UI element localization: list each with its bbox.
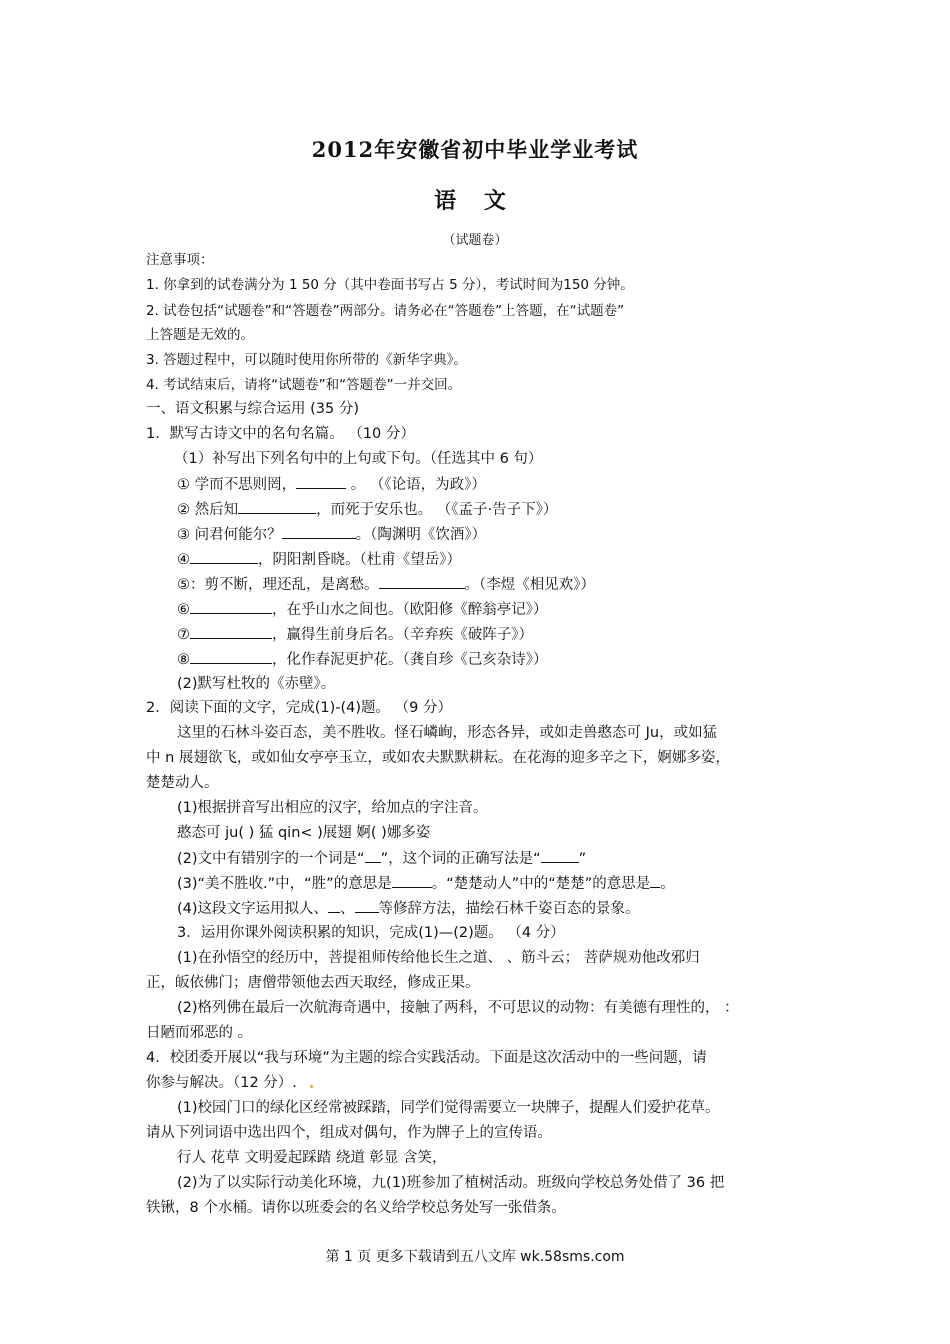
q2-sub1-items: 憨态可 ju( ) 猛 qin< )展翅 婀( )娜多姿: [177, 825, 431, 841]
q4-stem-b: 你参与解决。（12 分）.: [146, 1075, 297, 1091]
q3-sub2b: 日陋而邪恶的 。: [146, 1025, 253, 1041]
q1-a-text: ① 学而不思则罔，: [177, 477, 297, 493]
note-3: 3. 答题过程中，可以随时使用你所带的《新华字典》。: [146, 352, 467, 368]
answer-blank[interactable]: [392, 873, 432, 888]
paper-kind-label: （试题卷）: [442, 233, 508, 248]
answer-blank[interactable]: [296, 474, 346, 489]
q1-e-text: ⑤：剪不断，理还乱，是离愁。: [177, 577, 379, 593]
note-2a: 2. 试卷包括“试题卷”和“答题卷”两部分。请务必在“答题卷”上答题，在“试题卷”: [146, 303, 625, 319]
answer-blank[interactable]: [190, 649, 272, 664]
q2-s3-end: 。: [660, 876, 675, 892]
q1-b-source: ，而死于安乐也。 （《孟子·告子下》）: [316, 502, 558, 518]
q2-s4-text: (4)这段文字运用拟人、: [177, 901, 329, 917]
q1-c-source: 。（陶渊明《饮酒》）: [355, 527, 487, 543]
q3-stem: 3．运用你课外阅读积累的知识，完成(1)—(2)题。 （4 分）: [177, 925, 565, 941]
q1-f-text: ⑥: [177, 602, 190, 618]
answer-blank[interactable]: [355, 898, 379, 913]
q4-sub1b: 请从下列词语中选出四个，组成对偶句，作为牌子上的宣传语。: [146, 1125, 552, 1141]
q1-stem: 1．默写古诗文中的名句名篇。 （10 分）: [146, 426, 415, 442]
page-footer: 第 1 页 更多下载请到五八文库 wk.58sms.com: [325, 1249, 625, 1265]
q3-sub1b: 正，皈依佛门；唐僧带领他去西天取经，修成正果。: [146, 975, 480, 991]
q1-c-text: ③ 问君何能尔？: [177, 527, 282, 543]
q1-item-g: [177, 624, 533, 645]
q1-f-source: ，在乎山水之间也。（欧阳修《醉翁亭记》）: [272, 602, 548, 618]
q2-s4-end: 等修辞方法，描绘石林千姿百态的景象。: [378, 901, 640, 917]
answer-blank[interactable]: [379, 574, 465, 589]
q2-s2-end: ”: [578, 851, 587, 867]
q2-stem: 2．阅读下面的文字，完成(1)-(4)题。 （9 分）: [146, 700, 452, 716]
highlight-dot: [310, 1085, 313, 1088]
q2-s3-text: (3)“美不胜收.”中，“胜”的意思是: [177, 876, 392, 892]
q1-b-text: ② 然后知: [177, 502, 239, 518]
section-heading: 一、语文积累与综合运用 (35 分): [146, 401, 359, 417]
q1-item-d: [177, 549, 461, 570]
q2-s2-text: (2)文中有错别字的一个词是“: [177, 851, 365, 867]
q1-a-source: 。 （《论语，为政》）: [346, 477, 486, 493]
notes-heading: 注意事项：: [146, 252, 214, 268]
q2-passage-2: 中 n 展翅欲飞，或如仙女亭亭玉立，或如农夫默默耕耘。在花海的迎多辛之下，婀娜多姿，: [146, 750, 730, 766]
answer-blank[interactable]: [190, 624, 272, 639]
answer-blank[interactable]: [282, 524, 356, 539]
q4-sub1a: (1)校园门口的绿化区经常被踩踏，同学们觉得需要立一块牌子，提醒人们爱护花草。: [177, 1100, 720, 1116]
note-4: 4. 考试结束后，请将“试题卷”和“答题卷”一并交回。: [146, 377, 462, 393]
q1-item-c: [177, 524, 486, 545]
q1-sub2: (2)默写杜牧的《赤壁》。: [177, 676, 336, 692]
q1-g-source: ，赢得生前身后名。（辛弃疾《破阵子》）: [272, 627, 533, 643]
q1-d-text: ④: [177, 552, 190, 568]
q4-stem-a: 4．校团委开展以“我与环境”为主题的综合实践活动。下面是这次活动中的一些问题，请: [146, 1050, 707, 1066]
q1-item-h: [177, 649, 548, 670]
q3-sub2a: (2)格列佛在最后一次航海奇遇中，接触了两科，不可思议的动物：有美德有理性的， ：: [177, 1000, 739, 1016]
q2-sub2: [177, 848, 586, 869]
exam-title: 2012年安徽省初中毕业学业考试: [311, 137, 639, 162]
q4-sub2a: (2)为了以实际行动美化环境，九(1)班参加了植树活动。班级向学校总务处借了 36 把: [177, 1175, 725, 1191]
answer-blank[interactable]: [541, 848, 579, 863]
q2-s2-mid: ”，这个词的正确写法是“: [380, 851, 541, 867]
answer-blank[interactable]: [328, 898, 340, 913]
q4-sub2b: 铁锹，8 个水桶。请你以班委会的名义给学校总务处写一张借条。: [146, 1200, 566, 1216]
q1-h-source: ，化作春泥更护花。（龚自珍《己亥杂诗》）: [272, 652, 548, 668]
q2-sub1: (1)根据拼音写出相应的汉字，给加点的字注音。: [177, 800, 488, 816]
q1-h-text: ⑧: [177, 652, 190, 668]
answer-blank[interactable]: [365, 848, 381, 863]
q1-item-b: [177, 499, 557, 520]
answer-blank[interactable]: [190, 599, 272, 614]
q1-d-source: ，阴阳割昏晓。（杜甫《望岳》）: [258, 552, 461, 568]
q2-passage-3: 楚楚动人。: [146, 775, 219, 791]
q3-sub1a: (1)在孙悟空的经历中，菩提祖师传给他长生之道、 、筋斗云； 菩萨规劝他改邪归: [177, 950, 700, 966]
q2-s3-mid: 。“楚楚动人”中的“楚楚”的意思是: [431, 876, 651, 892]
q2-passage-1: 这里的石林斗姿百态，美不胜收。怪石嶙峋，形态各异，或如走兽憨态可 Ju，或如猛: [177, 725, 718, 741]
answer-blank[interactable]: [190, 549, 258, 564]
q2-sub4: [177, 898, 640, 919]
q1-item-e: [177, 574, 595, 595]
q1-sub1: （1）补写出下列名句中的上句或下句。（任选其中 6 句）: [174, 451, 543, 467]
note-1: 1. 你拿到的试卷满分为 1 50 分（其中卷面书写占 5 分），考试时间为150 分钟。: [146, 277, 634, 293]
subject-title: 语 文: [434, 188, 516, 214]
q2-sub3: [177, 873, 675, 894]
q1-g-text: ⑦: [177, 627, 190, 643]
q1-item-f: [177, 599, 548, 620]
answer-blank[interactable]: [650, 873, 660, 888]
q2-s4-mid: 、: [340, 901, 355, 917]
q1-e-source: 。（李煜《相见欢》）: [464, 577, 595, 593]
q1-item-a: [177, 474, 486, 495]
answer-blank[interactable]: [238, 499, 316, 514]
q4-sub1-words: 行人 花草 文明爱起踩踏 绕道 彰显 含笑，: [177, 1150, 447, 1166]
note-2b: 上答题是无效的。: [146, 327, 254, 343]
